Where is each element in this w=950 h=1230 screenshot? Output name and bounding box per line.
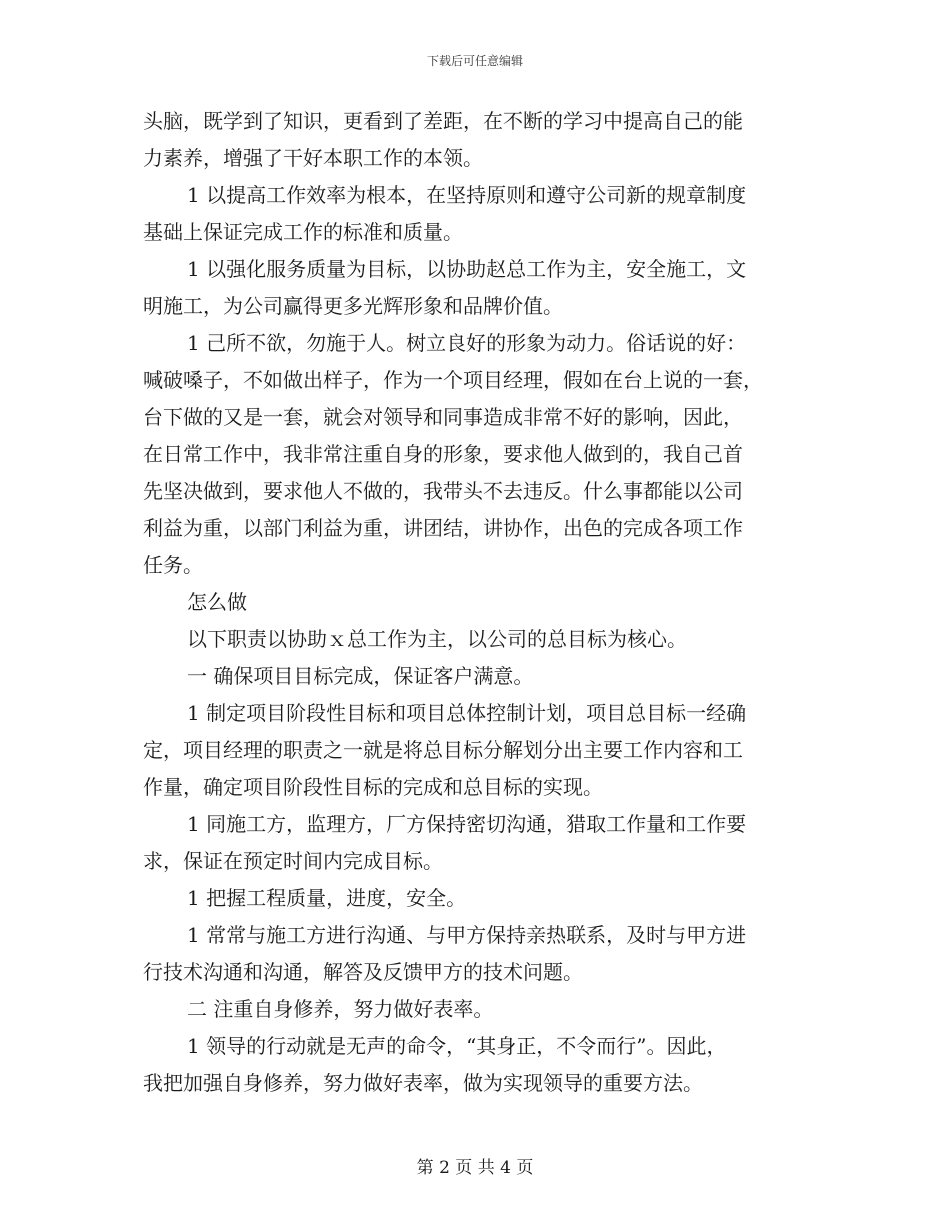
text-line: 头脑，既学到了知识，更看到了差距，在不断的学习中提高自己的能 — [143, 109, 743, 133]
page-number-footer: 第 2 页 共 4 页 — [416, 1158, 534, 1178]
text-line: 定，项目经理的职责之一就是将总目标分解划分出主要工作内容和工 — [143, 738, 743, 762]
text-line: 在日常工作中，我非常注重自身的形象，要求他人做到的，我自己首 — [143, 442, 743, 466]
text-line: 台下做的又是一套，就会对领导和同事造成非常不好的影响，因此， — [143, 405, 743, 429]
text-line: 基础上保证完成工作的标准和质量。 — [143, 220, 463, 244]
text-line: 作量，确定项目阶段性目标的完成和总目标的实现。 — [143, 775, 603, 799]
text-line: 任务。 — [143, 553, 203, 577]
text-line: 1 以提高工作效率为根本，在坚持原则和遵守公司新的规章制度 — [187, 183, 747, 207]
text-line: 1 己所不欲，勿施于人。树立良好的形象为动力。俗话说的好： — [187, 331, 747, 355]
document-body — [143, 103, 805, 1102]
text-line: 先坚决做到，要求他人不做的，我带头不去违反。什么事都能以公司 — [143, 479, 743, 503]
text-line: 力素养，增强了干好本职工作的本领。 — [143, 146, 483, 170]
text-line: 明施工，为公司赢得更多光辉形象和品牌价值。 — [143, 294, 563, 318]
text-line: 1 制定项目阶段性目标和项目总体控制计划，项目总目标一经确 — [187, 701, 747, 725]
text-line: 喊破嗓子，不如做出样子，作为一个项目经理，假如在台上说的一套， — [143, 368, 763, 392]
text-line: 行技术沟通和沟通，解答及反馈甲方的技术问题。 — [143, 960, 583, 984]
text-line: 1 同施工方，监理方，厂方保持密切沟通，猎取工作量和工作要 — [187, 812, 747, 836]
text-line: 怎么做 — [187, 590, 247, 614]
text-line: 以下职责以协助ｘ总工作为主，以公司的总目标为核心。 — [187, 627, 687, 651]
text-line: 求，保证在预定时间内完成目标。 — [143, 849, 443, 873]
text-line: 1 把握工程质量，进度，安全。 — [187, 886, 467, 910]
text-line: 1 常常与施工方进行沟通、与甲方保持亲热联系，及时与甲方进 — [187, 923, 747, 947]
page-header-note: 下载后可任意编辑 — [426, 54, 523, 68]
text-line: 一 确保项目目标完成，保证客户满意。 — [187, 664, 534, 688]
text-line: 1 以强化服务质量为目标，以协助赵总工作为主，安全施工，文 — [187, 257, 747, 281]
text-line: 我把加强自身修养，努力做好表率，做为实现领导的重要方法。 — [143, 1071, 703, 1095]
text-line: 1 领导的行动就是无声的命令，“其身正，不令而行”。因此， — [187, 1034, 727, 1058]
text-line: 利益为重，以部门利益为重，讲团结，讲协作，出色的完成各项工作 — [143, 516, 743, 540]
text-line: 二 注重自身修养，努力做好表率。 — [187, 997, 494, 1021]
